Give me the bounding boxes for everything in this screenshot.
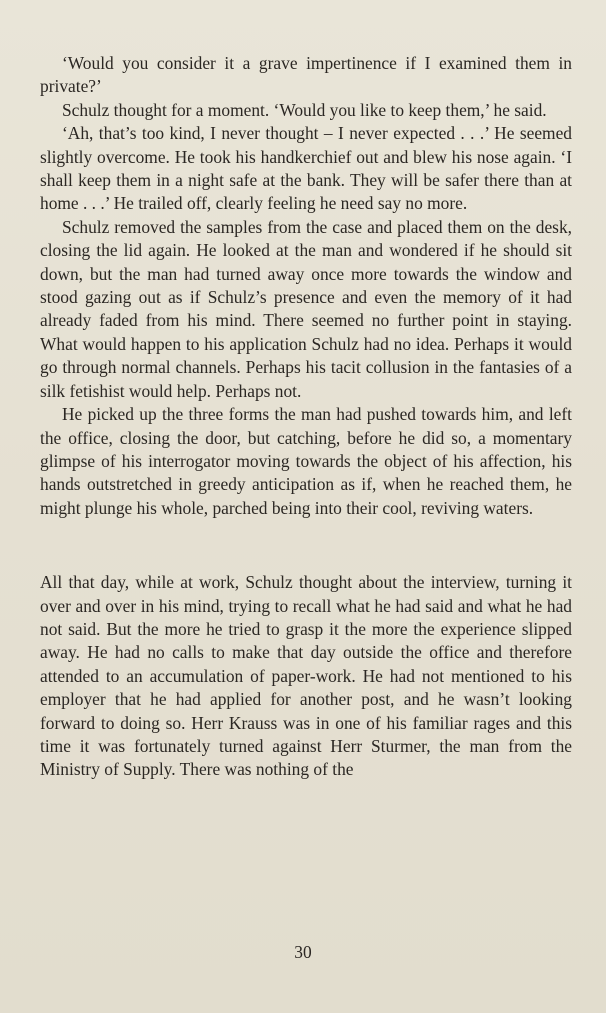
body-text: [40, 52, 572, 782]
paragraph-3: ‘Ah, that’s too kind, I never thought – I never expected . . .’ He seemed slightly overcome. He took his handkerchief out and blew his nose again. ‘I shall keep them in a night safe at the bank. They will be safer there than at home . . .’ He trailed off, clearly feeling he need say no more.: [40, 123, 572, 214]
page-number: 30: [294, 942, 312, 962]
paragraph-2: Schulz thought for a moment. ‘Would you like to keep them,’ he said.: [62, 99, 547, 120]
paragraph-5: He picked up the three forms the man had pushed towards him, and left the office, closing the door, but catching, before he did so, a momentary glimpse of his interrogator moving towards the object of his affection, his hands outstretched in greedy anticipation as if, when he reached them, he might plunge his whole, parched being into their cool, reviving waters.: [40, 404, 572, 518]
section-break: [40, 520, 572, 571]
paragraph-6: All that day, while at work, Schulz thought about the interview, turning it over and over in his mind, trying to recall what he had said and what he had not said. But the more he tried to grasp it the more the experience slipped away. He had no calls to make that day outside the office and therefore attended to an accumulation of paper-work. He had not mentioned to his employer that he had applied for another post, and he wasn’t looking forward to doing so. Herr Krauss was in one of his familiar rages and this time it was fortunately turned against Herr Sturmer, the man from the Ministry of Supply. There was nothing of the: [40, 572, 572, 780]
paragraph-4: Schulz removed the samples from the case and placed them on the desk, closing the lid again. He looked at the man and wondered if he should sit down, but the man had turned away once more towards the window and stood gazing out as if Schulz’s presence and even the memory of it had already faded from his mind. There seemed no further point in staying. What would happen to his application Schulz had no idea. Perhaps it would go through normal channels. Perhaps his tacit collusion in the fantasies of a silk fetishist would help. Perhaps not.: [40, 216, 572, 401]
paragraph-1: ‘Would you consider it a grave impertinence if I examined them in private?’: [40, 53, 572, 97]
